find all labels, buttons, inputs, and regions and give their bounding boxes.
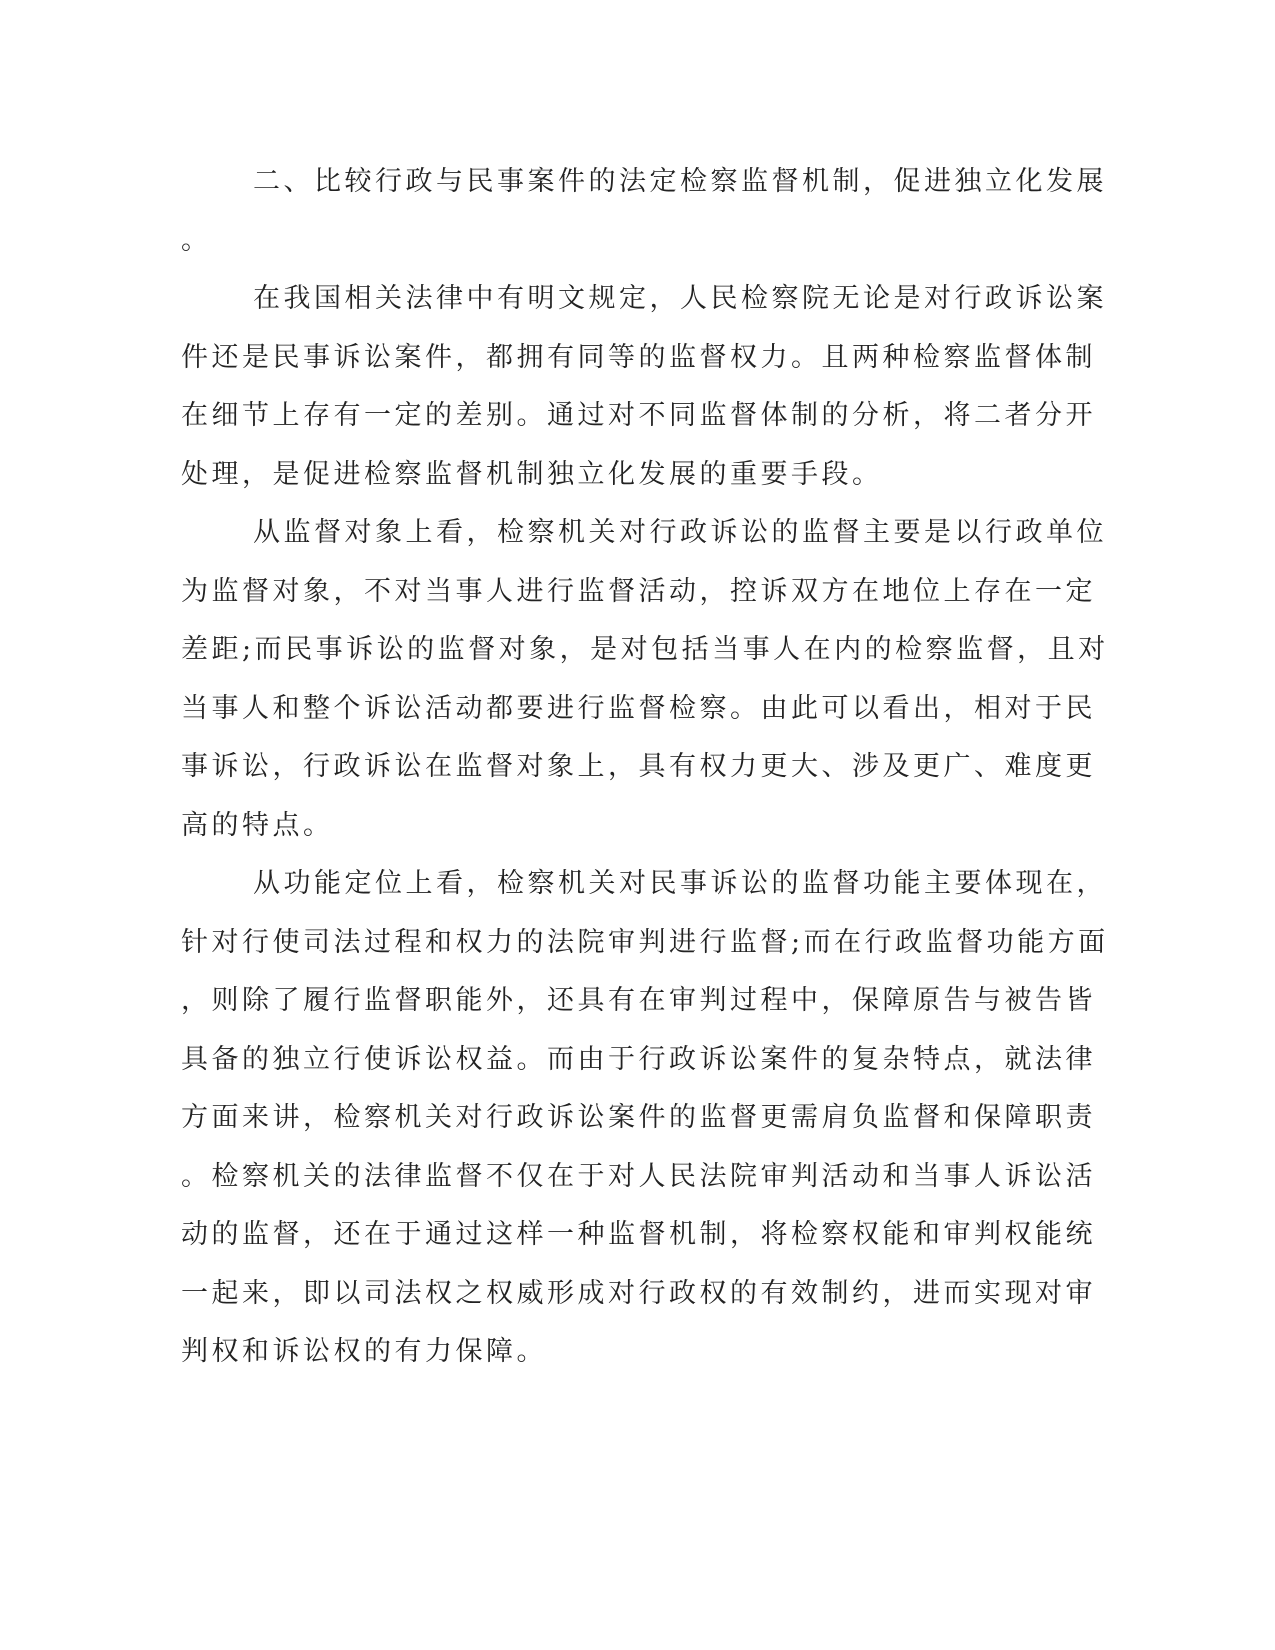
- text-line: 在细节上存有一定的差别。通过对不同监督体制的分析，将二者分开: [181, 400, 1096, 431]
- text-line: 差距;而民事诉讼的监督对象，是对包括当事人在内的检察监督，且对: [181, 634, 1109, 665]
- text-line: 方面来讲，检察机关对行政诉讼案件的监督更需肩负监督和保障职责: [181, 1102, 1096, 1133]
- text-line: 具备的独立行使诉讼权益。而由于行政诉讼案件的复杂特点，就法律: [181, 1044, 1096, 1075]
- text-line: 。检察机关的法律监督不仅在于对人民法院审判活动和当事人诉讼活: [181, 1161, 1096, 1192]
- text-line: 处理，是促进检察监督机制独立化发展的重要手段。: [181, 459, 883, 490]
- text-line: ，则除了履行监督职能外，还具有在审判过程中，保障原告与被告皆: [181, 985, 1096, 1016]
- text-line: 判权和诉讼权的有力保障。: [181, 1336, 547, 1367]
- text-line: 件还是民事诉讼案件，都拥有同等的监督权力。且两种检察监督体制: [181, 342, 1096, 373]
- text-line: 高的特点。: [181, 810, 334, 841]
- text-line: 从功能定位上看，检察机关对民事诉讼的监督功能主要体现在，: [253, 868, 1107, 899]
- text-line: 从监督对象上看，检察机关对行政诉讼的监督主要是以行政单位: [253, 517, 1107, 548]
- text-line: 当事人和整个诉讼活动都要进行监督检察。由此可以看出，相对于民: [181, 693, 1096, 724]
- text-line: 事诉讼，行政诉讼在监督对象上，具有权力更大、涉及更广、难度更: [181, 751, 1096, 782]
- text-line: 为监督对象，不对当事人进行监督活动，控诉双方在地位上存在一定: [181, 576, 1096, 607]
- text-line: 一起来，即以司法权之权威形成对行政权的有效制约，进而实现对审: [181, 1278, 1096, 1309]
- text-line: 针对行使司法过程和权力的法院审判进行监督;而在行政监督功能方面: [181, 927, 1109, 958]
- text-line: 动的监督，还在于通过这样一种监督机制，将检察权能和审判权能统: [181, 1219, 1096, 1250]
- text-line: 。: [181, 225, 212, 256]
- section-heading: 二、比较行政与民事案件的法定检察监督机制，促进独立化发展: [253, 166, 1107, 197]
- text-line: 在我国相关法律中有明文规定，人民检察院无论是对行政诉讼案: [253, 283, 1107, 314]
